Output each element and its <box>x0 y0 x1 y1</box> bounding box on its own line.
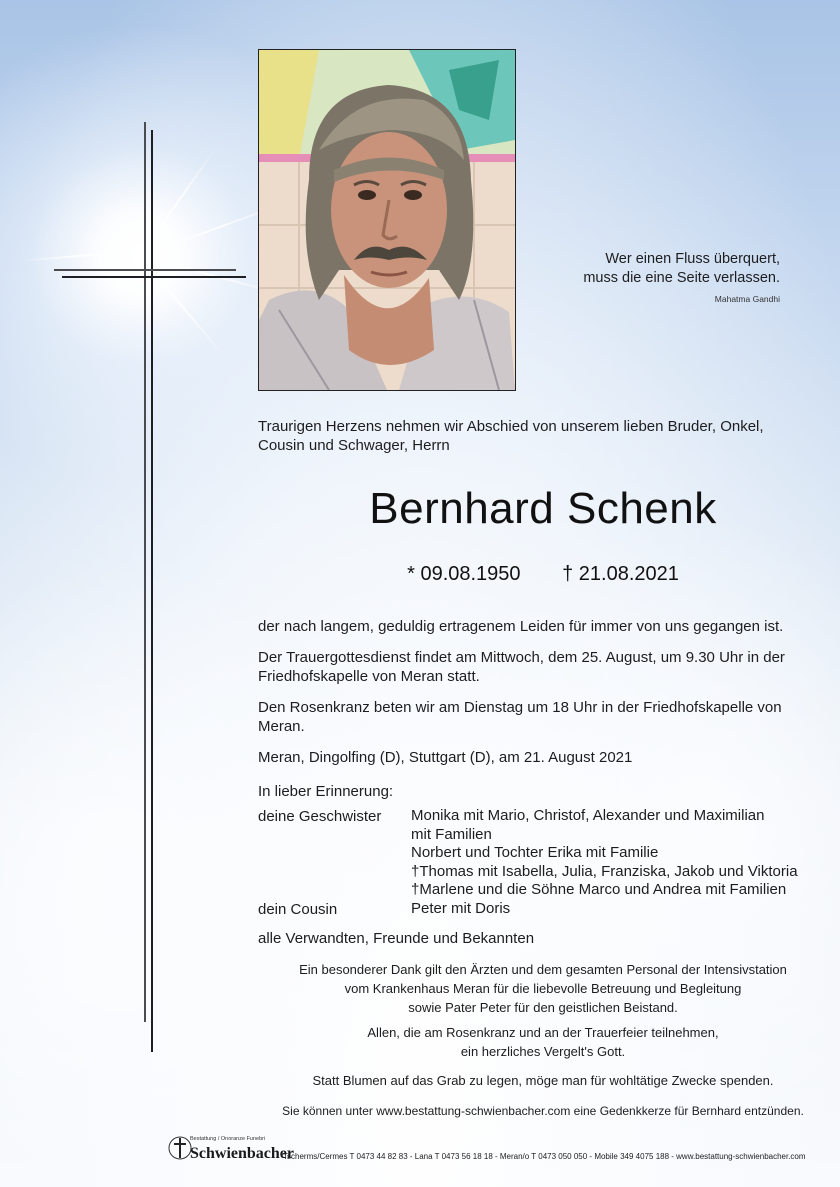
paragraph-rosary: Den Rosenkranz beten wir am Dienstag um 18 Uhr in der Friedhofskapelle von Meran. <box>258 699 782 735</box>
thanks-line: sowie Pater Peter für den geistlichen Beistand. <box>408 1000 678 1015</box>
logo-subtitle: Bestattung / Onoranze Funebri <box>190 1136 266 1142</box>
quote-line-1: Wer einen Fluss überquert, <box>605 251 780 267</box>
memorial-candle-note: Sie können unter www.bestattung-schwienbacher.com eine Gedenkkerze für Bernhard entzünden. <box>282 1104 804 1118</box>
cousin-label: dein Cousin <box>258 901 338 918</box>
flowers-note: Statt Blumen auf das Grab zu legen, möge man für wohltätige Zwecke spenden. <box>312 1073 774 1088</box>
deceased-name: Bernhard Schenk <box>369 484 717 533</box>
cross-horizontal <box>62 276 246 278</box>
footer-contact: Tscherms/Cermes T 0473 44 82 83 - Lana T 0473 56 18 18 - Meran/o T 0473 050 050 - Mobile 349 4075 188 - www.bestattung-schwienbacher.com <box>283 1152 806 1161</box>
cross-vertical-shadow <box>144 122 146 1022</box>
quote-author: Mahatma Gandhi <box>714 294 780 304</box>
paragraph-passing: der nach langem, geduldig ertragenem Leiden für immer von uns gegangen ist. <box>258 618 784 635</box>
cross-horizontal-shadow <box>54 269 236 271</box>
portrait-photo <box>258 49 516 391</box>
life-dates <box>258 563 828 586</box>
thanks2-block <box>258 1023 828 1061</box>
siblings-label: deine Geschwister <box>258 808 382 825</box>
logo-cross-icon <box>168 1133 192 1163</box>
thanks-line: vom Krankenhaus Meran für die liebevolle Betreuung und Begleitung <box>344 981 742 996</box>
sibling-line: Norbert und Tochter Erika mit Familie <box>411 844 659 861</box>
cousin-name: Peter mit Doris <box>411 900 511 917</box>
sibling-line: mit Familien <box>411 825 492 843</box>
thanks-block <box>258 960 828 1017</box>
thanks2-line: Allen, die am Rosenkranz und an der Trauerfeier teilnehmen, <box>367 1025 719 1040</box>
paragraph-service: Der Trauergottesdienst findet am Mittwoch, dem 25. August, um 9.30 Uhr in der Friedhofskapelle von Meran statt. <box>258 649 785 685</box>
birth-date: * 09.08.1950 <box>407 563 521 585</box>
sibling-line: †Marlene und die Söhne Marco und Andrea mit Familien <box>411 881 787 898</box>
sibling-line: †Thomas mit Isabella, Julia, Franziska, Jakob und Viktoria <box>411 862 798 880</box>
paragraph-memory: In lieber Erinnerung: <box>258 783 394 800</box>
thanks2-line: ein herzliches Vergelt's Gott. <box>460 1044 626 1059</box>
others-line: alle Verwandten, Freunde und Bekannten <box>258 930 535 947</box>
sun-rays <box>0 100 300 420</box>
thanks-line: Ein besonderer Dank gilt den Ärzten und dem gesamten Personal der Intensivstation <box>299 962 787 977</box>
quote-line-2: muss die eine Seite verlassen. <box>583 270 780 286</box>
funeral-home-logo <box>168 1133 294 1165</box>
paragraph-place-date: Meran, Dingolfing (D), Stuttgart (D), am 21. August 2021 <box>258 749 633 766</box>
quote-block <box>540 250 780 304</box>
logo-name: Schwienbacher <box>190 1145 294 1162</box>
death-date: † 21.08.2021 <box>562 563 679 585</box>
siblings-list <box>411 807 831 900</box>
sibling-line: Monika mit Mario, Christof, Alexander und Maximilian <box>411 807 765 824</box>
intro-text: Traurigen Herzens nehmen wir Abschied von unserem lieben Bruder, Onkel, Cousin und Schwager, Herrn <box>258 418 764 454</box>
